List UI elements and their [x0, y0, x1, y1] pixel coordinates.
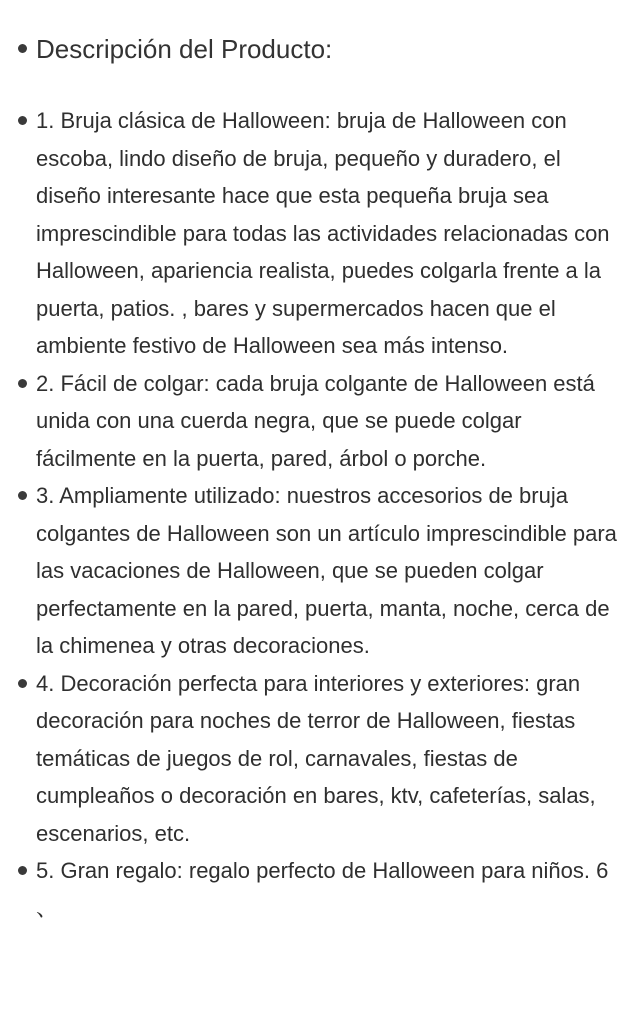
list-item — [8, 665, 618, 853]
list-item — [8, 852, 618, 927]
description-heading-row — [8, 28, 618, 70]
list-item-text: 3. Ampliamente utilizado: nuestros accesorios de bruja colgantes de Halloween son un artículo imprescindible para las vacaciones de Halloween, que se pueden colgar perfectamente en la pared, puerta, manta, noche, cerca de la chimenea y otras decoraciones. — [36, 483, 617, 658]
bullet-icon — [8, 365, 36, 388]
bullet-icon — [8, 852, 36, 875]
list-item-text: 4. Decoración perfecta para interiores y exteriores: gran decoración para noches de terror de Halloween, fiestas temáticas de juegos de rol, carnavales, fiestas de cumpleaños o decoración en bares, ktv, cafeterías, salas, escenarios, etc. — [36, 670, 596, 846]
list-item — [8, 365, 618, 478]
list-item-text: 2. Fácil de colgar: cada bruja colgante de Halloween está unida con una cuerda negra, que se puede colgar fácilmente en la puerta, pared, árbol o porche. — [36, 370, 595, 471]
bullet-icon — [8, 477, 36, 500]
list-item — [8, 102, 618, 365]
list-item-text: 5. Gran regalo: regalo perfecto de Halloween para niños. 6 、 — [36, 858, 609, 921]
list-item — [8, 477, 618, 665]
list-item-text: 1. Bruja clásica de Halloween: bruja de Halloween con escoba, lindo diseño de bruja, pequeño y duradero, el diseño interesante hace que esta pequeña bruja sea imprescindible para todas las actividades relacionadas con Halloween, apariencia realista, puedes colgarla frente a la puerta, patios. , bares y supermercados hacen que el ambiente festivo de Halloween sea más intenso. — [36, 108, 610, 358]
bullet-icon — [8, 28, 36, 53]
bullet-icon — [8, 102, 36, 125]
bullet-icon — [8, 665, 36, 688]
description-heading: Descripción del Producto: — [36, 34, 333, 64]
feature-list — [8, 102, 618, 927]
